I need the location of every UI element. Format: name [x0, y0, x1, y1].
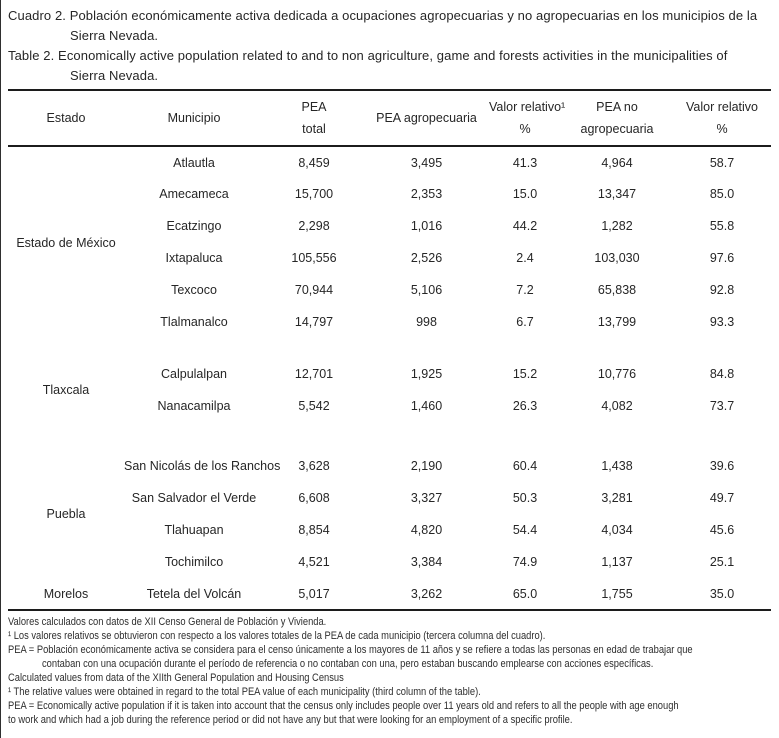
valor-relativo-1-cell: 26.3	[512, 399, 538, 413]
header-valor-relativo-1-percent: %	[519, 122, 531, 136]
pea-total-cell: 12,701	[294, 367, 334, 381]
valor-relativo-1-cell: 15.2	[512, 367, 538, 381]
header-pea-agropecuaria	[364, 90, 489, 146]
table-row	[8, 146, 771, 178]
estado-cell: Puebla	[46, 507, 86, 521]
municipio-cell: San Nicolás de los Ranchos	[124, 459, 281, 473]
header-valor-relativo-2-line1: Valor relativo	[685, 100, 759, 114]
pea-no-agropecuaria-cell: 1,137	[601, 555, 633, 569]
pea-no-agropecuaria-cell: 13,799	[597, 315, 637, 329]
header-municipio-label: Municipio	[167, 111, 221, 125]
pea-no-agropecuaria-cell: 103,030	[594, 251, 640, 265]
valor-relativo-1-cell: 7.2	[516, 283, 534, 297]
pea-agropecuaria-cell: 2,526	[410, 251, 443, 265]
valor-relativo-2-cell: 35.0	[709, 586, 735, 601]
valor-relativo-2-cell: 97.6	[709, 251, 735, 265]
pea-no-agropecuaria-cell: 4,964	[601, 155, 633, 170]
valor-relativo-2-cell: 55.8	[709, 219, 735, 233]
pea-total-cell: 105,556	[291, 251, 337, 265]
estado-cell: Estado de México	[16, 235, 116, 250]
table-header	[8, 90, 771, 146]
header-estado	[8, 90, 124, 146]
header-pea-no-agropecuaria-line2: agropecuaria	[580, 122, 654, 136]
municipio-cell: Texcoco	[171, 283, 217, 297]
pea-no-agropecuaria-cell: 10,776	[597, 367, 637, 381]
footnote-pea-definition-en-line1: PEA = Economically active population if it is taken into account that the census only includes people over 11 years old and refers to all the people with age enough	[8, 700, 679, 712]
municipio-cell: Ixtapaluca	[165, 251, 223, 265]
pea-agropecuaria-cell: 2,353	[410, 187, 443, 201]
footnote-pea-definition-es-line2: contaban con una ocupación durante el período de referencia o no contaban con una, pero estaban buscando emplearse con acciones específicas.	[42, 658, 654, 670]
estado-cell: Tlaxcala	[42, 383, 90, 397]
municipio-cell: Tlalmanalco	[160, 315, 228, 329]
header-pea-no-agropecuaria	[561, 90, 673, 146]
pea-no-agropecuaria-cell: 4,034	[601, 523, 633, 537]
valor-relativo-2-cell: 84.8	[709, 367, 735, 381]
footnote-source-en: Calculated values from data of the XIIth General Population and Housing Census	[8, 672, 344, 684]
pea-no-agropecuaria-cell: 1,438	[601, 459, 633, 473]
valor-relativo-1-cell: 54.4	[512, 523, 538, 537]
pea-no-agropecuaria-cell: 4,082	[601, 399, 633, 413]
municipio-cell: Atlautla	[173, 155, 215, 170]
caption-spanish-line1: Cuadro 2. Población económicamente activa dedicada a ocupaciones agropecuarias y no agropecuarias en los municipios de la	[8, 8, 758, 23]
pea-agropecuaria-cell: 1,460	[410, 399, 443, 413]
pea-agropecuaria-cell: 4,820	[410, 523, 443, 537]
municipio-cell: Nanacamilpa	[157, 399, 231, 413]
pea-total-cell: 5,017	[298, 586, 330, 601]
header-pea-total-line2: total	[302, 122, 326, 136]
caption-english-line1: Table 2. Economically active population related to and to non agriculture, game and forests activities in the municipalities of	[8, 48, 728, 63]
pea-agropecuaria-cell: 998	[416, 315, 437, 329]
footnote-pea-definition-es-line1: PEA = Población económicamente activa se considera para el censo únicamente a los mayores de 11 años y se refiere a todas las personas en edad de trabajar que	[8, 644, 693, 656]
valor-relativo-2-cell: 58.7	[709, 155, 735, 170]
pea-no-agropecuaria-cell: 3,281	[601, 491, 633, 505]
caption-spanish-line2: Sierra Nevada.	[70, 28, 159, 43]
valor-relativo-1-cell: 41.3	[512, 155, 538, 170]
header-pea-agropecuaria-label: PEA agropecuaria	[376, 111, 477, 125]
header-valor-relativo-2	[673, 90, 771, 146]
valor-relativo-2-cell: 73.7	[709, 399, 735, 413]
valor-relativo-1-cell: 60.4	[512, 459, 538, 473]
valor-relativo-2-cell: 25.1	[709, 555, 735, 569]
municipio-cell: Ecatzingo	[166, 219, 222, 233]
group-spacer	[8, 338, 771, 358]
header-valor-relativo-2-percent: %	[716, 122, 728, 136]
table-row	[8, 358, 771, 390]
valor-relativo-2-cell: 39.6	[709, 459, 735, 473]
pea-total-cell: 15,700	[294, 187, 334, 201]
footnote-pea-definition-en-line2: to work and which had a job during the reference period or did not have any but that were looking for an employment of a specific profile.	[8, 714, 573, 726]
pea-no-agropecuaria-cell: 1,282	[601, 219, 633, 233]
header-estado-label: Estado	[46, 111, 86, 125]
valor-relativo-2-cell: 93.3	[709, 315, 735, 329]
pea-agropecuaria-cell: 1,925	[410, 367, 443, 381]
pea-total-cell: 3,628	[298, 459, 330, 473]
pea-agropecuaria-cell: 3,327	[410, 491, 443, 505]
header-municipio	[124, 90, 264, 146]
pea-total-cell: 6,608	[298, 491, 330, 505]
header-valor-relativo-1-line1: Valor relativo¹	[489, 100, 566, 114]
pea-total-cell: 8,854	[298, 523, 330, 537]
pea-no-agropecuaria-cell: 65,838	[597, 283, 637, 297]
pea-no-agropecuaria-cell: 1,755	[601, 586, 633, 601]
municipio-cell: Tetela del Volcán	[146, 586, 242, 601]
valor-relativo-1-cell: 50.3	[512, 491, 538, 505]
footnote-source-es: Valores calculados con datos de XII Censo General de Población y Vivienda.	[8, 616, 327, 628]
valor-relativo-1-cell: 6.7	[516, 315, 534, 329]
population-table	[8, 89, 771, 611]
caption-english-line2: Sierra Nevada.	[70, 68, 159, 83]
valor-relativo-2-cell: 92.8	[709, 283, 735, 297]
header-pea-total-line1: PEA	[301, 100, 327, 114]
valor-relativo-2-cell: 45.6	[709, 523, 735, 537]
estado-cell: Morelos	[43, 586, 89, 601]
municipio-cell: San Salvador el Verde	[131, 491, 257, 505]
pea-no-agropecuaria-cell: 13,347	[597, 187, 637, 201]
pea-agropecuaria-cell: 3,384	[410, 555, 443, 569]
municipio-cell: Tlahuapan	[164, 523, 224, 537]
pea-agropecuaria-cell: 5,106	[410, 283, 443, 297]
header-pea-total	[264, 90, 364, 146]
table-footnotes	[8, 615, 771, 727]
municipio-cell: Calpulalpan	[160, 367, 228, 381]
municipio-cell: Amecameca	[159, 187, 229, 201]
valor-relativo-1-cell: 2.4	[516, 251, 534, 265]
valor-relativo-1-cell: 74.9	[512, 555, 538, 569]
footnote-relative-values-en: ¹ The relative values were obtained in regard to the total PEA value of each municipality (third column of the table).	[8, 686, 481, 698]
valor-relativo-1-cell: 65.0	[512, 586, 538, 601]
pea-total-cell: 8,459	[298, 155, 330, 170]
pea-agropecuaria-cell: 3,495	[410, 155, 443, 170]
valor-relativo-1-cell: 15.0	[512, 187, 538, 201]
pea-agropecuaria-cell: 2,190	[410, 459, 443, 473]
header-valor-relativo-1	[489, 90, 566, 146]
scan-edge-line	[0, 0, 1, 738]
pea-agropecuaria-cell: 1,016	[410, 219, 443, 233]
pea-total-cell: 4,521	[298, 555, 330, 569]
valor-relativo-2-cell: 85.0	[709, 187, 735, 201]
pea-total-cell: 2,298	[298, 219, 330, 233]
header-pea-no-agropecuaria-line1: PEA no	[596, 100, 638, 114]
valor-relativo-1-cell: 44.2	[512, 219, 538, 233]
group-spacer	[8, 422, 771, 450]
table-captions	[8, 6, 771, 86]
valor-relativo-2-cell: 49.7	[709, 491, 735, 505]
pea-total-cell: 70,944	[294, 283, 334, 297]
table-row	[8, 450, 771, 482]
footnote-relative-values-es: ¹ Los valores relativos se obtuvieron con respecto a los valores totales de la PEA de cada municipio (tercera columna del cuadro).	[8, 630, 546, 642]
municipio-cell: Tochimilco	[164, 555, 224, 569]
pea-total-cell: 5,542	[298, 399, 330, 413]
pea-agropecuaria-cell: 3,262	[410, 586, 443, 601]
table-row	[8, 578, 771, 610]
pea-total-cell: 14,797	[294, 315, 334, 329]
